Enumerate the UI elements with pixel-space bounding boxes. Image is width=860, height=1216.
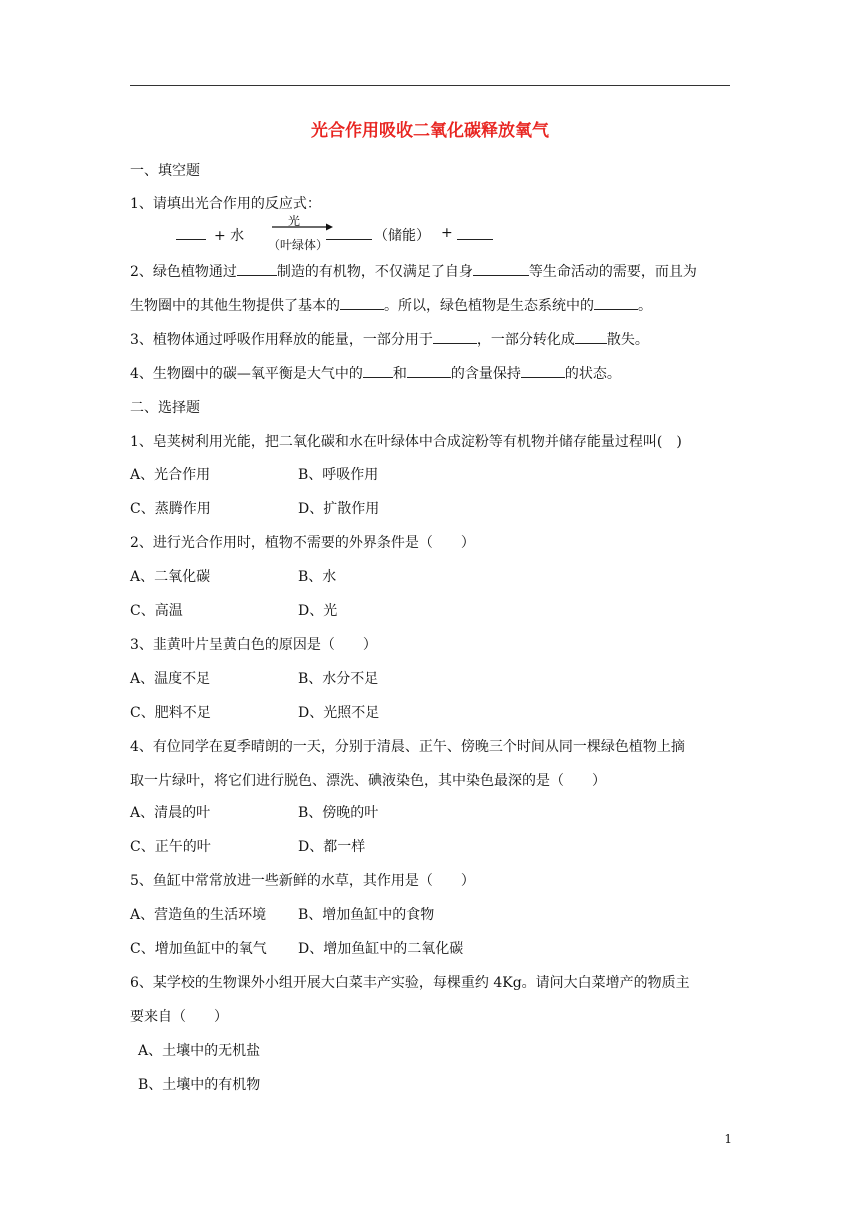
equation-water: + 水 [214,228,245,244]
question-2-5: 5、鱼缸中常常放进一些新鲜的水草，其作用是（ ） [130,873,475,889]
question-2-4-cont: 取一片绿叶，将它们进行脱色、漂洗、碘液染色，其中染色最深的是（ ） [130,773,606,789]
question-1-4 [130,363,621,383]
question-2-4: 4、有位同学在夏季晴朗的一天，分别于清晨、正午、傍晚三个时间从同一棵绿色植物上摘 [130,739,685,755]
option-a[interactable]: A、清晨的叶 [130,805,211,821]
option-d[interactable]: D、光 [298,603,338,619]
answer-blank[interactable] [176,226,206,240]
question-text: 散失。 [606,332,649,348]
answer-blank[interactable] [457,226,493,240]
question-text: 。 [638,298,652,314]
option-a[interactable]: A、温度不足 [130,671,211,687]
question-text: 等生命活动的需要，而且为 [528,264,697,280]
option-c[interactable]: C、高温 [130,603,183,619]
option-b[interactable]: B、呼吸作用 [298,467,379,483]
option-d[interactable]: D、扩散作用 [298,501,380,517]
question-2-1: 1、皂荚树利用光能，把二氧化碳和水在叶绿体中合成淀粉等有机物并储存能量过程叫( ) [130,434,682,450]
answer-blank[interactable] [326,226,372,240]
option-a[interactable]: A、二氧化碳 [130,569,211,585]
question-2-2: 2、进行光合作用时，植物不需要的外界条件是（ ） [130,535,475,551]
equation-plus: + [441,225,453,241]
section-heading-multiple-choice: 二、选择题 [130,400,200,416]
option-b[interactable]: B、水 [298,569,337,585]
answer-blank[interactable] [433,330,477,344]
question-text: 4、生物圈中的碳—氧平衡是大气中的 [130,366,363,382]
option-c[interactable]: C、蒸腾作用 [130,501,211,517]
option-c[interactable]: C、肥料不足 [130,705,211,721]
option-b[interactable]: B、增加鱼缸中的食物 [298,907,435,923]
option-a[interactable]: A、土壤中的无机盐 [138,1043,261,1059]
option-d[interactable]: D、增加鱼缸中的二氧化碳 [298,941,464,957]
question-1-1: 1、请填出光合作用的反应式： [130,196,321,212]
question-text: 3、植物体通过呼吸作用释放的能量，一部分用于 [130,332,433,348]
question-2-6-cont: 要来自（ ） [130,1009,228,1025]
equation-storage: （储能） [374,228,430,244]
answer-blank[interactable] [363,364,393,378]
option-c[interactable]: C、正午的叶 [130,839,211,855]
option-b[interactable]: B、水分不足 [298,671,379,687]
header-rule [130,85,730,86]
question-1-2 [130,261,697,281]
answer-blank[interactable] [473,262,529,276]
arrow-condition-light: 光 [288,214,301,228]
question-1-2-cont [130,295,652,315]
answer-blank[interactable] [407,364,451,378]
question-text: 。所以，绿色植物是生态系统中的 [384,298,594,314]
question-text: 的状态。 [564,366,621,382]
section-heading-fill-blank: 一、填空题 [130,163,200,179]
question-text: 制造的有机物，不仅满足了自身 [276,264,473,280]
arrow-condition-chloroplast: （叶绿体） [268,238,329,252]
option-a[interactable]: A、光合作用 [130,467,211,483]
option-b[interactable]: B、土壤中的有机物 [138,1077,261,1093]
question-1-3 [130,329,649,349]
option-c[interactable]: C、增加鱼缸中的氧气 [130,941,267,957]
option-d[interactable]: D、都一样 [298,839,366,855]
question-text: 生物圈中的其他生物提供了基本的 [130,298,340,314]
question-2-6: 6、某学校的生物课外小组开展大白菜丰产实验，每棵重约 4Kg。请问大白菜增产的物质主 [130,975,690,991]
document-title: 光合作用吸收二氧化碳释放氧气 [311,121,549,141]
answer-blank[interactable] [521,364,565,378]
question-text: 2、绿色植物通过 [130,264,237,280]
option-a[interactable]: A、营造鱼的生活环境 [130,907,267,923]
answer-blank[interactable] [237,262,277,276]
question-2-3: 3、韭黄叶片呈黄白色的原因是（ ） [130,637,377,653]
answer-blank[interactable] [594,296,638,310]
answer-blank[interactable] [340,296,384,310]
option-d[interactable]: D、光照不足 [298,705,380,721]
page-number: 1 [724,1132,732,1146]
answer-blank[interactable] [575,330,607,344]
option-b[interactable]: B、傍晚的叶 [298,805,379,821]
question-text: 和 [392,366,407,382]
question-text: 的含量保持 [450,366,521,382]
question-text: ，一部分转化成 [476,332,575,348]
reaction-arrow-icon [270,222,334,232]
